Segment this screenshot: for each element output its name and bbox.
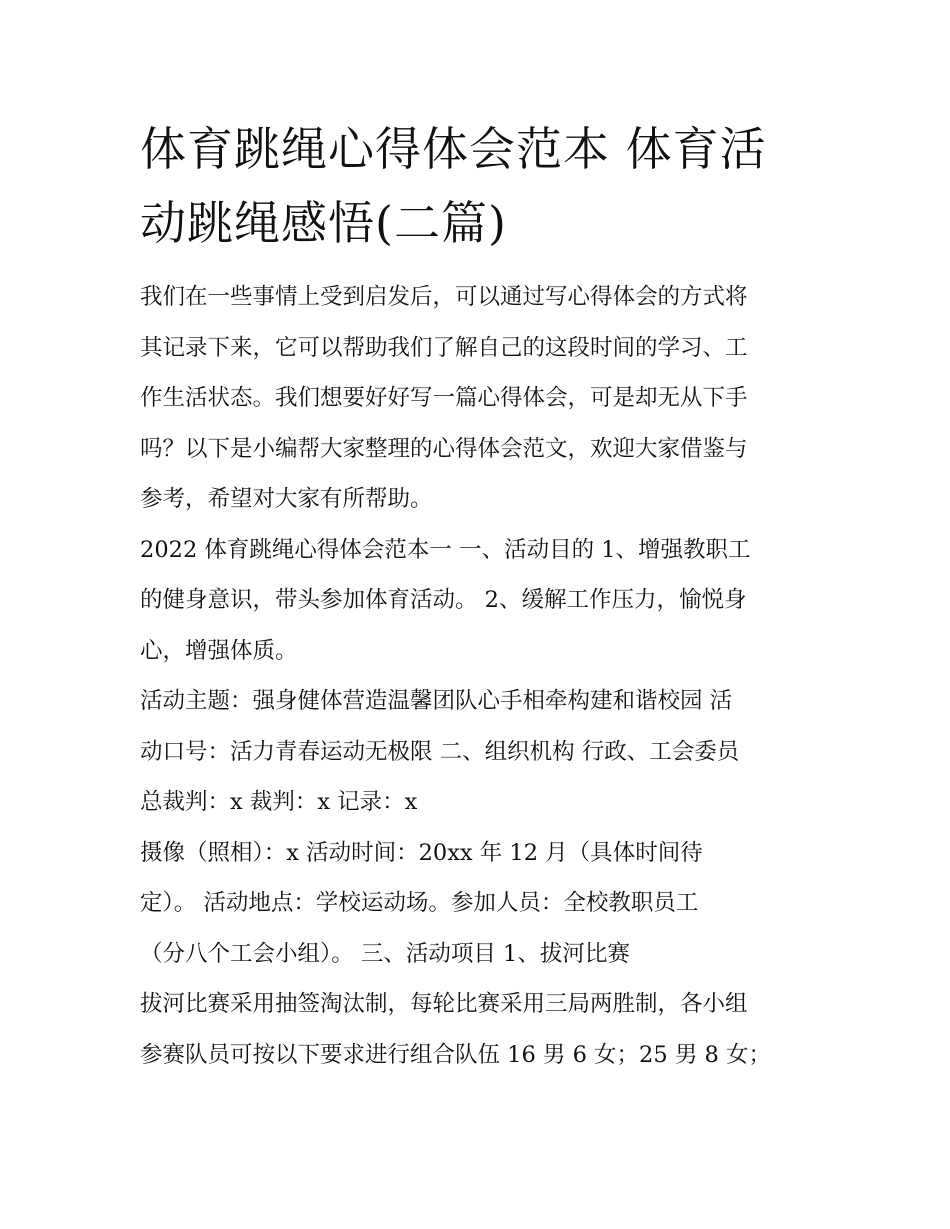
- text-line: 吗？以下是小编帮大家整理的心得体会范文，欢迎大家借鉴与: [140, 435, 748, 462]
- text-line: 总裁判：x 裁判：x 记录：x: [140, 789, 418, 815]
- text-line: 我们在一些事情上受到启发后，可以通过写心得体会的方式将: [140, 284, 748, 310]
- rules-paragraph: [140, 979, 815, 1080]
- title-line: 体育跳绳心得体会范本 体育活: [140, 122, 767, 176]
- text-line: 参考，希望对大家有所帮助。: [140, 486, 433, 512]
- text-line: 摄像（照相）：x 活动时间：20xx 年 12 月（具体时间待: [140, 839, 703, 866]
- document-title: [140, 112, 815, 260]
- purpose-paragraph: [140, 525, 815, 677]
- intro-paragraph: [140, 272, 815, 525]
- text-line: （分八个工会小组）。 三、活动项目 1、拔河比赛: [140, 940, 630, 967]
- text-line: 活动主题：强身健体营造温馨团队心手相牵构建和谐校园 活: [140, 688, 733, 714]
- text-line: 2022 体育跳绳心得体会范本一 一、活动目的 1、增强教职工: [140, 536, 751, 563]
- text-line: 拔河比赛采用抽签淘汰制，每轮比赛采用三局两胜制，各小组: [140, 991, 748, 1017]
- text-line: 的健身意识，带头参加体育活动。 2、缓解工作压力，愉悦身: [140, 587, 747, 613]
- document-body: [140, 112, 815, 1080]
- text-line: 心，增强体质。: [140, 637, 298, 664]
- text-line: 定）。 活动地点：学校运动场。参加人员：全校教职员工: [140, 890, 699, 916]
- text-line: 参赛队员可按以下要求进行组合队伍 16 男 6 女；25 男 8 女；: [140, 1041, 771, 1068]
- title-line: 动跳绳感悟(二篇): [140, 196, 507, 250]
- schedule-paragraph: [140, 828, 815, 980]
- text-line: 动口号：活力青春运动无极限 二、组织机构 行政、工会委员: [140, 738, 740, 765]
- text-line: 作生活状态。我们想要好好写一篇心得体会，可是却无从下手: [140, 385, 748, 411]
- theme-paragraph: [140, 676, 815, 828]
- text-line: 其记录下来，它可以帮助我们了解自己的这段时间的学习、工: [140, 334, 748, 361]
